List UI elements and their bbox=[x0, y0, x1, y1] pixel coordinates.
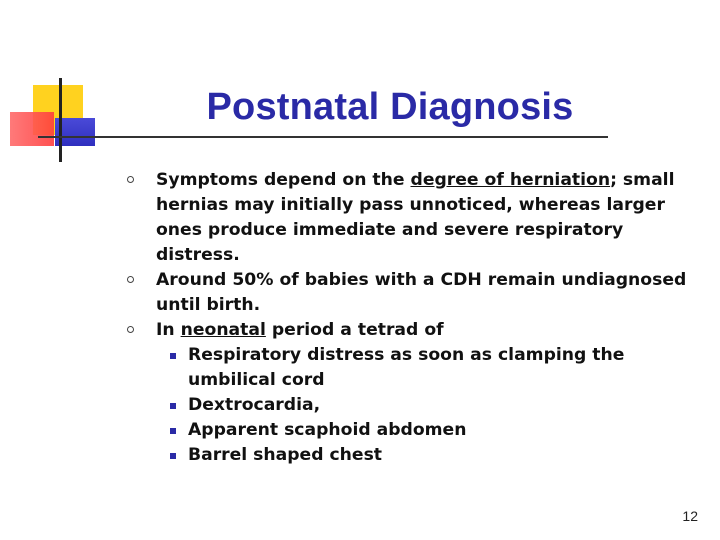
logo-graphic bbox=[0, 0, 110, 170]
bullet-3-underlined: neonatal bbox=[180, 320, 266, 340]
bullet-item-2 bbox=[40, 268, 700, 318]
sub-bullet-3-text: Apparent scaphoid abdomen bbox=[188, 420, 467, 440]
bullet-item-3 bbox=[40, 318, 700, 343]
sub-bullet-item-2 bbox=[40, 393, 700, 418]
slide-title: Postnatal Diagnosis bbox=[206, 86, 574, 128]
square-bullet-icon bbox=[170, 353, 176, 359]
title-rule bbox=[38, 136, 608, 138]
sub-bullet-item-4 bbox=[40, 443, 700, 468]
sub-bullet-item-1 bbox=[40, 343, 700, 393]
sub-bullet-4-text: Barrel shaped chest bbox=[188, 445, 383, 465]
bullet-1-pre: Symptoms depend on the bbox=[156, 170, 411, 190]
bullet-2-text: Around 50% of babies with a CDH remain undiagnosed until birth. bbox=[156, 270, 687, 315]
logo-vertical-line bbox=[59, 78, 62, 162]
bullet-1-post: ; small hernias may initially pass unnoticed, whereas larger ones produce immediate and severe respiratory distress. bbox=[156, 170, 675, 265]
page-number: 12 bbox=[682, 508, 698, 524]
square-bullet-icon bbox=[170, 428, 176, 434]
bullet-3-post: period a tetrad of bbox=[265, 320, 444, 340]
square-bullet-icon bbox=[170, 453, 176, 459]
logo-red-square bbox=[10, 112, 54, 146]
bullet-item-1 bbox=[40, 168, 700, 268]
sub-bullet-item-3 bbox=[40, 418, 700, 443]
bullet-3-pre: In bbox=[156, 320, 181, 340]
circle-bullet-icon bbox=[127, 276, 134, 283]
square-bullet-icon bbox=[170, 403, 176, 409]
circle-bullet-icon bbox=[127, 326, 134, 333]
circle-bullet-icon bbox=[127, 176, 134, 183]
bullet-list bbox=[40, 168, 700, 468]
sub-bullet-2-text: Dextrocardia, bbox=[188, 395, 321, 415]
bullet-1-underlined: degree of herniation bbox=[410, 170, 611, 190]
sub-bullet-1-text: Respiratory distress as soon as clamping the umbilical cord bbox=[188, 345, 625, 390]
